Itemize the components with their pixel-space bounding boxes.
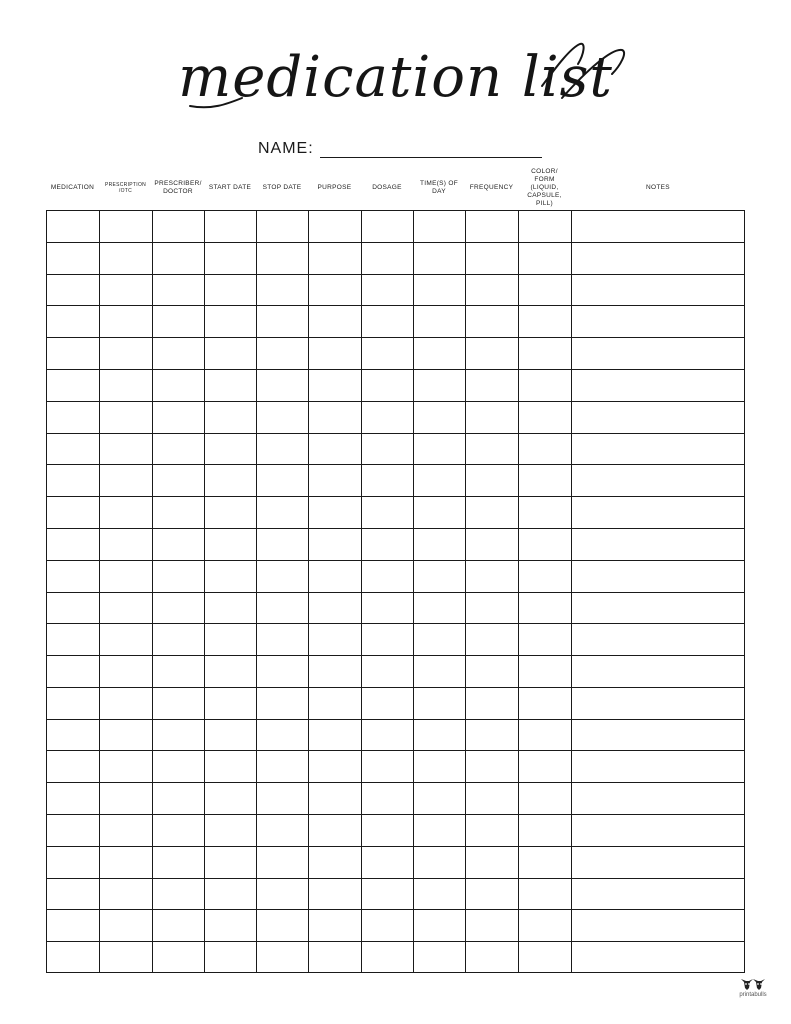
row-divider: [47, 846, 744, 847]
row-divider: [47, 782, 744, 783]
column-header: DOSAGE: [372, 183, 402, 191]
column-header: PURPOSE: [317, 183, 352, 191]
medication-table-grid: [46, 210, 745, 973]
column-header: TIME(S) OF DAY: [419, 179, 459, 195]
row-divider: [47, 592, 744, 593]
row-divider: [47, 941, 744, 942]
name-label: NAME:: [258, 140, 314, 157]
brand-logo: [733, 974, 773, 1002]
row-divider: [47, 750, 744, 751]
column-header: PRESCRIPTION /OTC: [104, 181, 147, 194]
document-title: [0, 38, 791, 118]
name-blank-line: [320, 141, 542, 158]
row-divider: [47, 464, 744, 465]
row-divider: [47, 719, 744, 720]
row-divider: [47, 401, 744, 402]
row-divider: [47, 878, 744, 879]
row-divider: [47, 528, 744, 529]
row-divider: [47, 909, 744, 910]
column-header: NOTES: [646, 183, 670, 191]
row-divider: [47, 655, 744, 656]
row-divider: [47, 337, 744, 338]
logo-text: printabulls: [739, 992, 767, 998]
column-header: COLOR/ FORM (LIQUID, CAPSULE, PILL): [527, 167, 562, 207]
column-header: PRESCRIBER/ DOCTOR: [154, 179, 202, 195]
row-divider: [47, 687, 744, 688]
bull-heads-icon: [739, 976, 767, 992]
column-header: START DATE: [208, 183, 252, 191]
row-divider: [47, 623, 744, 624]
row-divider: [47, 433, 744, 434]
title-text: medication list: [178, 45, 613, 110]
column-header: MEDICATION: [50, 183, 95, 191]
name-field: [258, 134, 542, 158]
row-divider: [47, 560, 744, 561]
column-header: FREQUENCY: [469, 183, 514, 191]
row-divider: [47, 369, 744, 370]
row-divider: [47, 814, 744, 815]
row-divider: [47, 274, 744, 275]
row-divider: [47, 496, 744, 497]
row-divider: [47, 305, 744, 306]
column-header: STOP DATE: [262, 183, 302, 191]
table-header: [46, 165, 745, 210]
row-divider: [47, 242, 744, 243]
